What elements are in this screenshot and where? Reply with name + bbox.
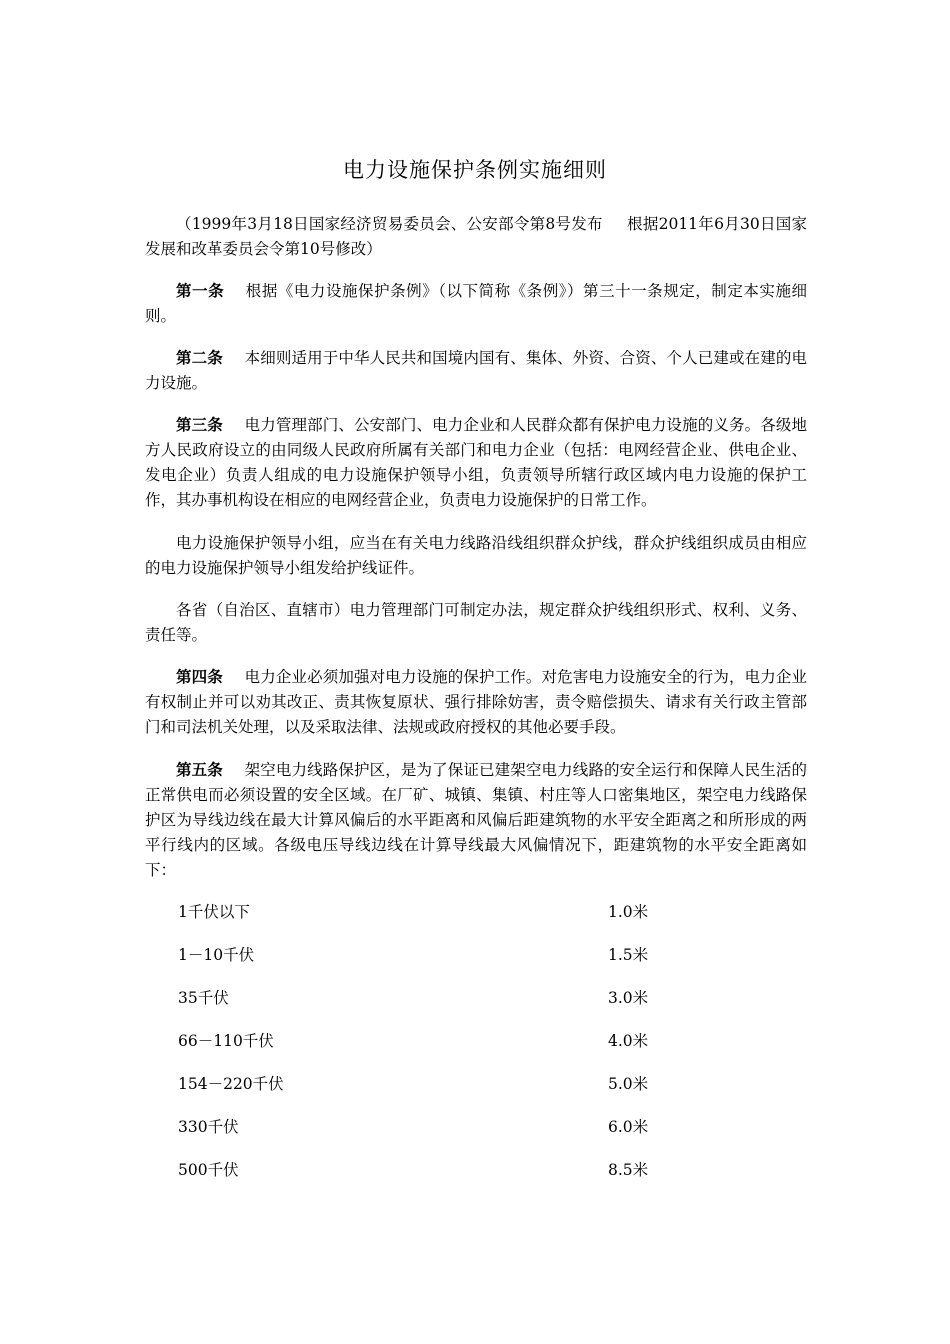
table-row [178, 1115, 678, 1158]
paragraph-text: 各省（自治区、直辖市）电力管理部门可制定办法，规定群众护线组织形式、权利、义务、责任等。 [145, 601, 807, 644]
distance-cell: 1.5米 [608, 946, 649, 964]
distance-cell: 5.0米 [608, 1075, 649, 1093]
article-number: 第一条 [176, 282, 225, 300]
voltage-cell: 154－220千伏 [178, 1075, 284, 1093]
article-text: 架空电力线路保护区，是为了保证已建架空电力线路的安全运行和保障人民生活的正常供电而必须设置的安全区域。在厂矿、城镇、集镇、村庄等人口密集地区，架空电力线路保护区为导线边线在最大计算风偏后的水平距离和风偏后距建筑物的水平安全距离之和所形成的两平行线内的区域。各级电压导线边线在计算导线最大风偏情况下，距建筑物的水平安全距离如下： [145, 761, 807, 879]
distance-cell: 4.0米 [608, 1032, 649, 1050]
table-row [178, 1072, 678, 1115]
article-text: 电力管理部门、公安部门、电力企业和人民群众都有保护电力设施的义务。各级地方人民政府设立的由同级人民政府所属有关部门和电力企业（包括：电网经营企业、供电企业、发电企业）负责人组成的电力设施保护领导小组，负责领导所辖行政区域内电力设施的保护工作，其办事机构设在相应的电网经营企业，负责电力设施保护的日常工作。 [145, 416, 807, 509]
article-text: 本细则适用于中华人民共和国境内国有、集体、外资、合资、个人已建或在建的电力设施。 [145, 349, 807, 392]
article-text: 根据《电力设施保护条例》（以下简称《条例》）第三十一条规定，制定本实施细则。 [145, 282, 807, 325]
table-row [178, 1029, 678, 1072]
distance-cell: 6.0米 [608, 1118, 649, 1136]
article-number: 第五条 [176, 761, 223, 779]
voltage-cell: 66－110千伏 [178, 1032, 274, 1050]
table-row [178, 900, 678, 943]
article-1 [145, 279, 807, 329]
preamble-issue: （1999年3月18日国家经济贸易委员会、公安部令第8号发布 [176, 215, 603, 233]
article-2 [145, 346, 807, 396]
table-row [178, 1158, 678, 1201]
article-3 [145, 413, 807, 513]
article-4 [145, 665, 807, 740]
article-3-paragraph-3 [145, 598, 807, 648]
paragraph-text: 电力设施保护领导小组，应当在有关电力线路沿线组织群众护线，群众护线组织成员由相应的电力设施保护领导小组发给护线证件。 [145, 534, 807, 577]
article-5 [145, 758, 807, 883]
article-text: 电力企业必须加强对电力设施的保护工作。对危害电力设施安全的行为，电力企业有权制止并可以劝其改正、责其恢复原状、强行排除妨害，责令赔偿损失、请求有关行政主管部门和司法机关处理，以及采取法律、法规或政府授权的其他必要手段。 [145, 668, 807, 736]
preamble [145, 212, 807, 262]
voltage-cell: 35千伏 [178, 989, 229, 1007]
voltage-cell: 330千伏 [178, 1118, 239, 1136]
voltage-cell: 1－10千伏 [178, 946, 255, 964]
distance-cell: 8.5米 [608, 1161, 649, 1179]
table-row [178, 986, 678, 1029]
article-number: 第三条 [176, 416, 223, 434]
distance-table [178, 900, 678, 1201]
article-number: 第四条 [176, 668, 223, 686]
distance-cell: 3.0米 [608, 989, 649, 1007]
table-row [178, 943, 678, 986]
distance-cell: 1.0米 [608, 903, 649, 921]
article-3-paragraph-2 [145, 531, 807, 581]
document-title: 电力设施保护条例实施细则 [343, 158, 607, 182]
voltage-cell: 1千伏以下 [178, 903, 250, 921]
article-number: 第二条 [176, 349, 223, 367]
voltage-cell: 500千伏 [178, 1161, 239, 1179]
preamble-amendment: 根据2011年6月30日国家发展和改革委员会令第10号修改） [145, 215, 807, 258]
